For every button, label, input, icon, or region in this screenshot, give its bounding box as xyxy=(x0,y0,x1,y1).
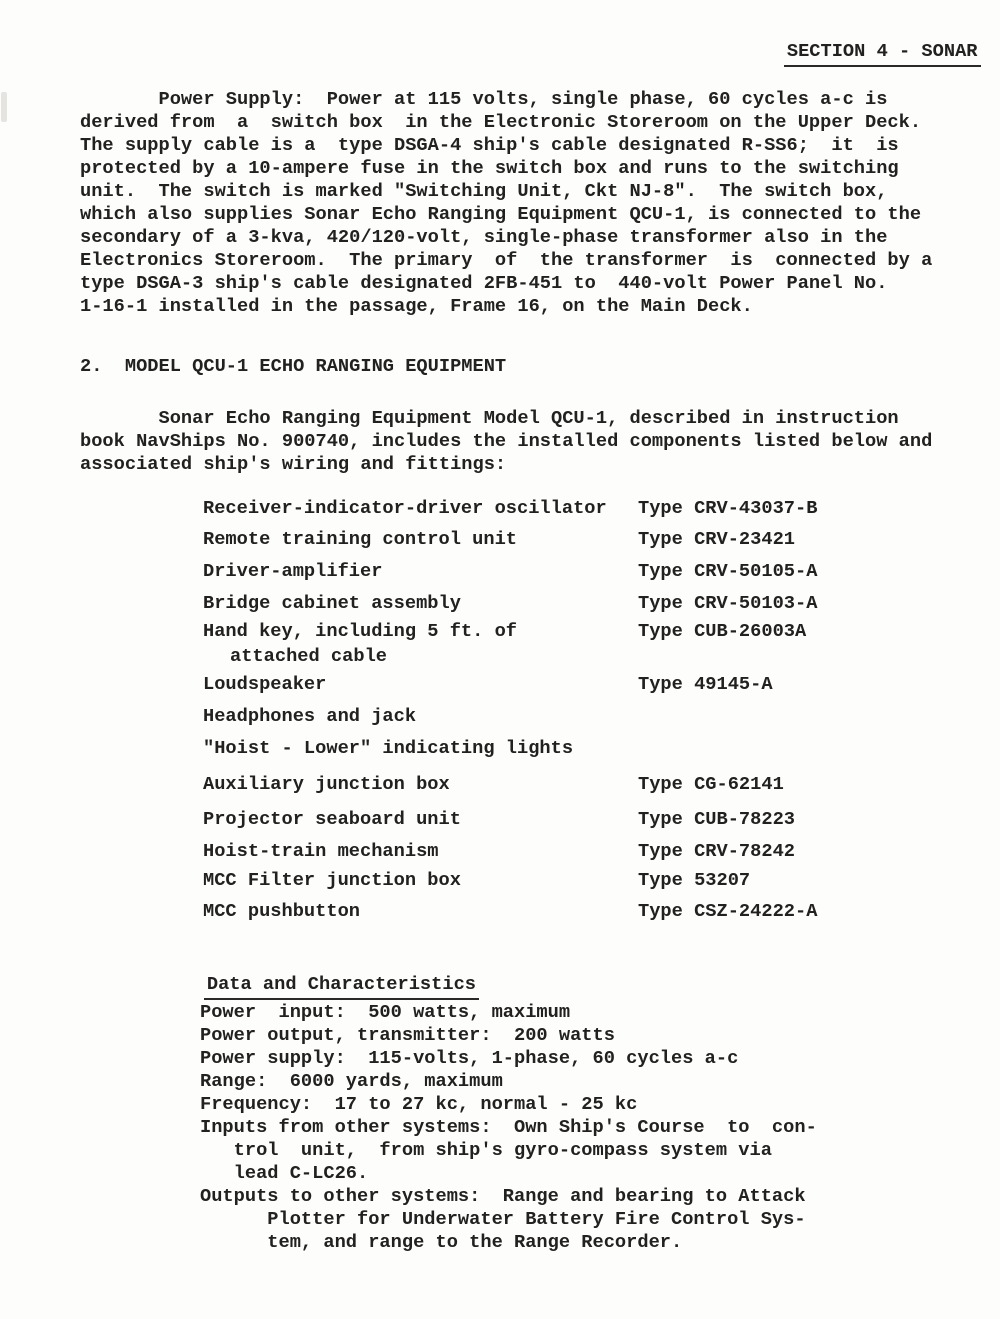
equipment-name: "Hoist - Lower" indicating lights xyxy=(203,737,574,759)
equipment-name: Bridge cabinet assembly xyxy=(203,592,461,614)
text-line: associated ship's wiring and fittings: xyxy=(80,453,507,475)
equipment-type: Type 49145-A xyxy=(638,673,773,695)
characteristic-line: Power input: 500 watts, maximum xyxy=(200,1001,571,1023)
characteristic-line: Outputs to other systems: Range and bearing to Attack xyxy=(200,1185,806,1207)
equipment-name: Receiver-indicator-driver oscillator xyxy=(203,497,607,519)
text-line: Electronics Storeroom. The primary of the transformer is connected by a xyxy=(80,249,933,271)
characteristic-line: Plotter for Underwater Battery Fire Control Sys- xyxy=(200,1208,806,1230)
text-line: protected by a 10-ampere fuse in the switch box and runs to the switching xyxy=(80,157,899,179)
intro-paragraph xyxy=(80,88,932,318)
equipment-name: Projector seaboard unit xyxy=(203,808,461,830)
section-header-text: SECTION 4 - SONAR xyxy=(784,40,981,67)
text-line: Power Supply: Power at 115 volts, single phase, 60 cycles a-c is xyxy=(80,88,888,110)
equipment-type: Type 53207 xyxy=(638,869,751,891)
equipment-name: Remote training control unit xyxy=(203,528,518,550)
text-line: book NavShips No. 900740, includes the installed components listed below and xyxy=(80,430,933,452)
text-line: Sonar Echo Ranging Equipment Model QCU-1, described in instruction xyxy=(80,407,899,429)
equipment-type: Type CUB-78223 xyxy=(638,808,796,830)
characteristic-line: Frequency: 17 to 27 kc, normal - 25 kc xyxy=(200,1093,638,1115)
equipment-name: MCC Filter junction box xyxy=(203,869,461,891)
equipment-name-continuation: attached cable xyxy=(230,645,388,667)
equipment-type: Type CSZ-24222-A xyxy=(638,900,818,922)
equipment-name: Headphones and jack xyxy=(203,705,417,727)
equipment-name: Auxiliary junction box xyxy=(203,773,450,795)
text-line: 1-16-1 installed in the passage, Frame 16, on the Main Deck. xyxy=(80,295,753,317)
characteristics-list xyxy=(200,1001,817,1254)
equipment-name: Loudspeaker xyxy=(203,673,327,695)
text-line: The supply cable is a type DSGA-4 ship's cable designated R-SS6; it is xyxy=(80,134,899,156)
equipment-type: Type CRV-50103-A xyxy=(638,592,818,614)
equipment-name: MCC pushbutton xyxy=(203,900,361,922)
characteristic-line: Range: 6000 yards, maximum xyxy=(200,1070,503,1092)
characteristic-line: Power output, transmitter: 200 watts xyxy=(200,1024,615,1046)
text-line: which also supplies Sonar Echo Ranging Equipment QCU-1, is connected to the xyxy=(80,203,922,225)
equipment-name: Hand key, including 5 ft. of xyxy=(203,620,518,642)
text-line: derived from a switch box in the Electronic Storeroom on the Upper Deck. xyxy=(80,111,922,133)
equipment-name: Hoist-train mechanism xyxy=(203,840,439,862)
scan-artifact xyxy=(1,92,7,122)
text-line: type DSGA-3 ship's cable designated 2FB-451 to 440-volt Power Panel No. xyxy=(80,272,888,294)
characteristic-line: Power supply: 115-volts, 1-phase, 60 cycles a-c xyxy=(200,1047,739,1069)
text-line: unit. The switch is marked "Switching Unit, Ckt NJ-8". The switch box, xyxy=(80,180,888,202)
characteristic-line: Inputs from other systems: Own Ship's Course to con- xyxy=(200,1116,817,1138)
data-characteristics-heading-text: Data and Characteristics xyxy=(204,973,479,1000)
equipment-type: Type CRV-23421 xyxy=(638,528,796,550)
text-line: secondary of a 3-kva, 420/120-volt, single-phase transformer also in the xyxy=(80,226,888,248)
equipment-name: Driver-amplifier xyxy=(203,560,383,582)
section-2-intro xyxy=(80,407,932,476)
section-2-heading: 2. MODEL QCU-1 ECHO RANGING EQUIPMENT xyxy=(80,355,507,377)
equipment-type: Type CRV-50105-A xyxy=(638,560,818,582)
equipment-type: Type CRV-43037-B xyxy=(638,497,818,519)
equipment-type: Type CG-62141 xyxy=(638,773,784,795)
equipment-type: Type CUB-26003A xyxy=(638,620,807,642)
characteristic-line: lead C-LC26. xyxy=(200,1162,369,1184)
section-header xyxy=(739,17,981,86)
characteristic-line: tem, and range to the Range Recorder. xyxy=(200,1231,683,1253)
equipment-type: Type CRV-78242 xyxy=(638,840,796,862)
characteristic-line: trol unit, from ship's gyro-compass system via xyxy=(200,1139,772,1161)
